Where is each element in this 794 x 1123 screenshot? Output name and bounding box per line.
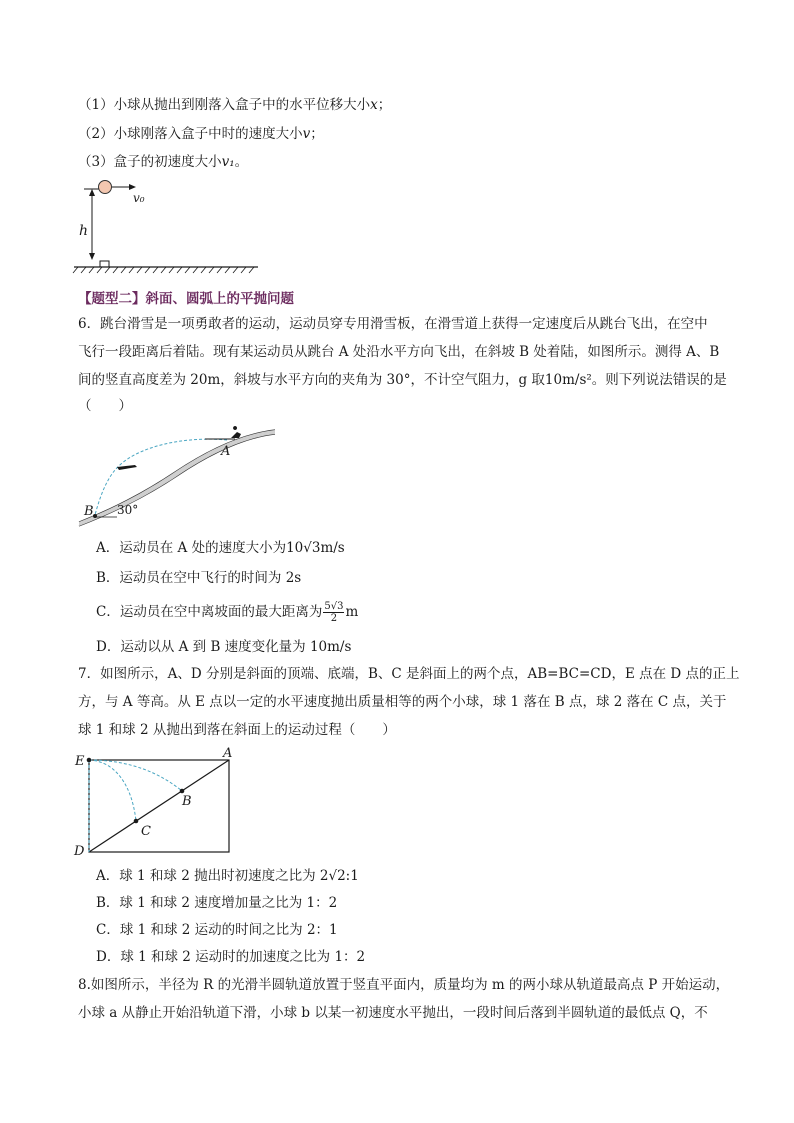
q6-line4: （ ） [78,398,132,414]
q7-line3: 球 1 和球 2 从抛出到落在斜面上的运动过程（ ） [78,722,396,738]
q7-label-a: A [223,746,233,761]
q7-trajectory-1 [89,760,182,791]
q6-angle-label: 30° [117,503,139,517]
q5-ball [99,181,112,194]
section-title: 【题型二】斜面、圆弧上的平抛问题 [78,291,294,307]
q6-option-c-numerator: 5√3 [324,601,344,612]
q7-option-c: C．球 1 和球 2 运动的时间之比为 2：1 [96,922,338,938]
q7-option-b: B．球 1 和球 2 速度增加量之比为 1：2 [96,895,338,911]
q6-option-d: D．运动以从 A 到 B 速度变化量为 10m/s [96,639,352,655]
q5-ground-hatch [73,267,254,273]
q5-figure [70,175,270,280]
q5-v0-label: v₀ [133,191,145,205]
q6-line2: 飞行一段距离后着陆。现有某运动员从跳台 A 处沿水平方向飞出，在斜坡 B 处着陆，如图所示。测得 A、B [78,344,720,360]
q7-line2: 方，与 A 等高。从 E 点以一定的水平速度抛出质量相等的两个小球，球 1 落在 B 点，球 2 落在 C 点，关于 [78,694,727,710]
q6-option-c-unit: m [345,604,359,620]
q6-figure [75,420,285,530]
q6-skier-air [117,465,137,470]
q7-option-d: D．球 1 和球 2 运动时的加速度之比为 1：2 [96,949,366,965]
q7-figure [70,745,250,860]
q7-point-c [134,819,139,824]
q5-sub3-text: （3）盒子的初速度大小 [78,154,222,170]
q5-sub3 [78,152,248,172]
q5-arrow-up [89,189,95,196]
q7-option-a: A．球 1 和球 2 抛出时初速度之比为 2√2:1 [96,868,359,884]
q5-sub3-end: 。 [234,154,249,170]
q7-point-b [180,789,185,794]
q6-option-c-text: C．运动员在空中离坡面的最大距离为 [96,604,323,620]
q6-option-c-fraction [323,601,344,624]
q5-sub3-var: v₁ [221,154,235,170]
q5-box [100,261,109,267]
q6-skier-top [231,426,241,438]
q6-option-a: A．运动员在 A 处的速度大小为10√3m/s [96,540,345,556]
q6-point-b [93,514,97,518]
q5-h-label: h [79,223,89,239]
q5-sub2 [78,124,324,144]
q7-label-d: D [74,844,85,859]
q6-option-b: B．运动员在空中飞行的时间为 2s [96,570,302,586]
q6-label-b: B [84,504,94,519]
q7-incline [89,760,229,852]
q5-sub2-var: v [302,126,311,142]
q7-point-e [87,758,92,763]
q7-line1: 7．如图所示，A、D 分别是斜面的顶端、底端，B、C 是斜面上的两个点，AB=BC=CD，E 点在 D 点的正上 [78,666,740,682]
q7-label-c: C [141,824,151,839]
q7-label-b: B [182,794,192,809]
q5-sub1-var: x [370,97,378,113]
q5-sub2-end: ； [310,126,324,142]
q5-arrow-down [89,253,95,260]
q6-trajectory [95,439,227,515]
q5-sub2-text: （2）小球刚落入盒子中时的速度大小 [78,126,303,142]
q6-label-a: A [221,444,231,459]
q6-line1: 6．跳台滑雪是一项勇敢者的运动，运动员穿专用滑雪板，在滑雪道上获得一定速度后从跳台飞出，在空中 [78,316,708,332]
q7-trajectory-2 [89,760,136,821]
q6-line3: 间的竖直高度差为 20m，斜坡与水平方向的夹角为 30°，不计空气阻力，g 取10m/s²。则下列说法错误的是 [78,372,727,388]
q6-option-c-denominator: 2 [330,613,338,624]
q8-line1: 8.如图所示，半径为 R 的光滑半圆轨道放置于竖直平面内，质量均为 m 的两小球从轨道最高点 P 开始运动， [78,977,730,993]
q5-velocity-arrowhead [129,184,136,190]
q5-sub1-end: ； [377,97,392,113]
q8-line2: 小球 a 从静止开始沿轨道下滑，小球 b 以某一初速度水平抛出，一段时间后落到半圆轨道的最低点 Q，不 [78,1005,708,1021]
q5-sub1 [78,95,391,115]
q7-label-e: E [75,754,85,769]
q6-slope-fill [79,430,275,526]
q6-option-c [96,601,358,624]
q5-sub1-text: （1）小球从抛出到刚落入盒子中的水平位移大小 [78,97,371,113]
